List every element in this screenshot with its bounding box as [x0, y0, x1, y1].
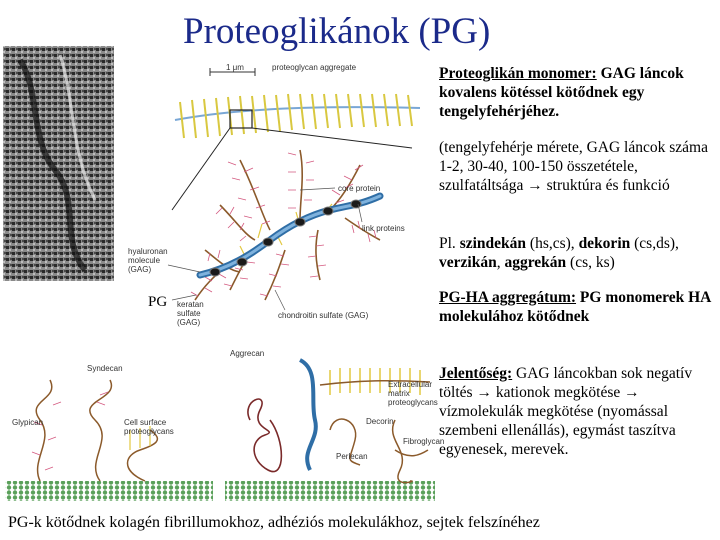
footer-text: PG-k kötődnek kolagén fibrillumokhoz, adhéziós molekulákhoz, sejtek felszínéhez	[8, 514, 540, 531]
aggrecan-magnified	[168, 150, 380, 310]
monomer-text: GAG láncok kovalens kötéssel kötődnek egy tengelyfehérjéhez.	[439, 65, 684, 120]
example-dekorin: dekorin	[578, 235, 631, 252]
example-szindekan-gag: (hs,cs),	[526, 235, 579, 252]
examples-paragraph	[439, 234, 714, 272]
electron-micrograph	[3, 46, 114, 281]
significance-paragraph	[439, 364, 714, 459]
examples-prefix: Pl.	[439, 235, 460, 252]
label-hyaluronan: hyaluronan molecule (GAG)	[128, 247, 168, 274]
label-core-protein: core protein	[338, 184, 381, 193]
label-cell-surface: Cell surface proteoglycans	[124, 418, 174, 436]
label-decorin: Decorin	[366, 417, 394, 426]
significance-heading: Jelentőség:	[439, 365, 513, 382]
aggregate-heading: PG-HA aggregátum:	[439, 289, 577, 306]
monomer-paragraph	[439, 64, 714, 121]
label-aggrecan: Aggrecan	[230, 349, 265, 358]
monomer-heading: Proteoglikán monomer:	[439, 65, 597, 82]
label-chondroitin: chondroitin sulfate (GAG)	[278, 311, 369, 320]
example-szindekan: szindekán	[459, 235, 527, 252]
label-glypican: Glypican	[12, 418, 44, 427]
example-aggrekan-gag: (cs, ks)	[566, 254, 615, 271]
page-title: Proteoglikánok (PG)	[183, 11, 491, 52]
example-sep: ,	[496, 254, 505, 271]
properties-paragraph: (tengelyfehérje mérete, GAG láncok száma 1-2, 30-40, 100-150 összetétele, szulfatáltsága → struktúra és funkció	[439, 139, 708, 194]
label-aggregate: proteoglycan aggregate	[272, 63, 357, 72]
aggregate-overview	[172, 94, 420, 210]
example-aggrekan: aggrekán	[504, 254, 567, 271]
label-scale: 1 μm	[226, 63, 244, 72]
proteoglycan-types	[5, 360, 435, 501]
aggregate-paragraph	[439, 288, 714, 326]
label-link-proteins: link proteins	[362, 224, 405, 233]
label-syndecan: Syndecan	[87, 364, 123, 373]
aggregate-text: PG monomerek HA molekulához kötődnek	[439, 289, 711, 325]
label-keratan: keratan sulfate (GAG)	[177, 300, 204, 327]
label-fibroglycan: Fibroglycan	[403, 437, 445, 446]
label-perlecan: Perlecan	[336, 452, 368, 461]
example-dekorin-gag: (cs,ds),	[630, 235, 679, 252]
pg-label: PG	[148, 294, 168, 310]
significance-text: GAG láncokban sok negatív töltés → kationok megkötése → vízmolekulák megkötése (nyomással szembeni ellenállás), egymást taszítva egyenesek, merevek.	[439, 365, 693, 458]
label-matrix: Extracellular matrix proteoglycans	[388, 380, 438, 407]
example-verzikan: verzikán	[439, 254, 497, 271]
